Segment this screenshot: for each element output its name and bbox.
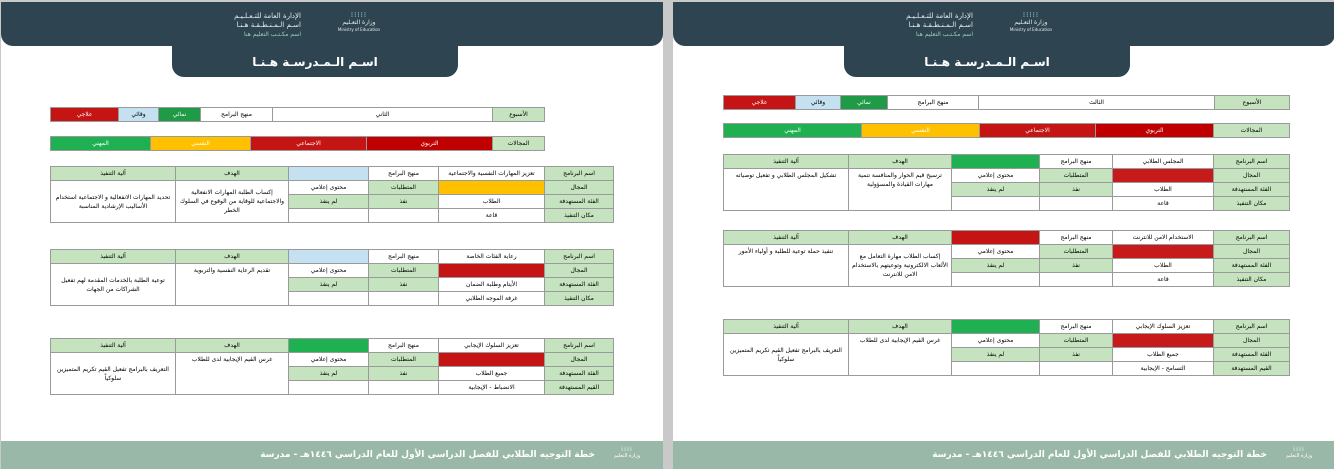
approach-wiqai: وقائي — [119, 108, 159, 122]
page-header — [1, 2, 663, 46]
plan-page-week-3 — [673, 2, 1334, 469]
footer-text: خطة التوجيه الطلابي للفصل الدراسي الأول للعام الدراسي ١٤٤٦هـ - مدرسة — [260, 450, 595, 460]
week-table: الأسبوع الثالث منهج البرامج نمائي وقائي علاجي — [723, 95, 1290, 110]
page-footer — [1, 441, 663, 469]
header-admin-text: الإدارة العامة للتـعـلـيـم اسـم الـمـنـطـقـة هـنـا اسم مكـتـب التعليم هنا — [234, 12, 301, 38]
header-admin-text: الإدارة العامة للتـعـلـيـم اسـم الـمـنـطـقـة هـنـا اسم مكـتـب التعليم هنا — [906, 12, 973, 38]
week-value: الثاني — [273, 108, 493, 122]
ministry-logo: ⁞⁞⁞⁞⁞ وزارة التعـليم Ministry of Education — [337, 11, 381, 32]
school-title: اسـم الـمـدرسـة هـنـا — [844, 46, 1130, 77]
program-table-3: اسم البرنامج تعزيز السلوك الإيجابي منهج البرامج الهدف آلية التنفيذ المجال المتطلبات محتوى إعلامي غرس القيم الإيجابية لدى للطلاب التعريف بالبرامج تفعيل القيم تكريم المتميزين سلوكياً الفئة المستهدفة جميع الطلاب نفذ لم ينفذ القيم المستهدفة الانضباط - الإيجابية — [50, 338, 614, 395]
domain-mihani: المهني — [51, 137, 151, 151]
footer-logo-icon: ⁞⁞⁞⁞ — [1293, 446, 1305, 453]
program-table-1: اسم البرنامج تعزيز المهارات النفسية والاجتماعية منهج البرامج الهدف آلية التنفيذ المجال المتطلبات محتوى إعلامي إكساب الطلبة المهارات الانفعالية والاجتماعية للوقاية من الوقوع في السلوك الخطر تحديد المهارات الانفعالية و الاجتماعية استخدام الأساليب الإرشادية المناسبة الفئة المستهدفة الطلاب نفذ لم ينفذ مكان التنفيذ قاعة — [50, 166, 614, 223]
approach-wiqai: وقائي — [796, 96, 841, 110]
logo-icon: ⁞⁞⁞⁞⁞ — [1022, 11, 1040, 19]
approach-nama: نمائي — [159, 108, 201, 122]
domain-tarbawi: التربوي — [1096, 124, 1214, 138]
domain-tarbawi: التربوي — [367, 137, 493, 151]
domain-mihani: المهني — [724, 124, 862, 138]
domain-ijtimai: الاجتماعي — [251, 137, 367, 151]
week-value: الثالث — [979, 96, 1215, 110]
approach-nama: نمائي — [841, 96, 888, 110]
domain-nafsi: النفسي — [862, 124, 980, 138]
domain-nafsi: النفسي — [151, 137, 251, 151]
approach-ilaji: علاجي — [724, 96, 796, 110]
domains-table: المجالات التربوي الاجتماعي النفسي المهني — [50, 136, 545, 151]
approach-ilaji: علاجي — [51, 108, 119, 122]
program-table-2: اسم البرنامج الاستخدام الامن للانترنت منهج البرامج الهدف آلية التنفيذ المجال المتطلبات محتوى إعلامي إكساب الطلاب مهارة التعامل مع الألعاب الالكترونية وتوعيتهم بالاستخدام الامن للانترنت تنفيذ حملة توعية للطلبة و أولياء الأمور الفئة المستهدفة الطلاب نفذ لم ينفذ مكان التنفيذ قاعة — [723, 230, 1290, 287]
program-table-1: اسم البرنامج المجلس الطلابي منهج البرامج الهدف آلية التنفيذ المجال المتطلبات محتوى إعلامي ترسيخ قيم الحوار والمنافسة تنمية مهارات القيادة والمسؤولية تشكيل المجلس الطلابي و تفعيل توصياته الفئة المستهدفة الطلاب نفذ لم ينفذ مكان التنفيذ قاعة — [723, 154, 1290, 211]
ministry-logo: ⁞⁞⁞⁞⁞ وزارة التعـليم Ministry of Education — [1009, 11, 1053, 32]
footer-logo-icon: ⁞⁞⁞⁞ — [621, 446, 633, 453]
footer-logo: ⁞⁞⁞⁞ وزارة التعليم — [605, 446, 649, 460]
page-footer — [673, 441, 1334, 469]
program-table-2: اسم البرنامج رعاية الفئات الخاصة منهج البرامج الهدف آلية التنفيذ المجال المتطلبات محتوى إعلامي تقديم الرعاية النفسية والتربوية توعية الطلبة بالخدمات المقدمة لهم تفعيل الشراكات من الجهات الفئة المستهدفة الأيتام وطلبة الضمان نفذ لم ينفذ مكان التنفيذ غرفة الموجه الطلابي — [50, 249, 614, 306]
domains-table: المجالات التربوي الاجتماعي النفسي المهني — [723, 123, 1290, 138]
program-table-3: اسم البرنامج تعزيز السلوك الإيجابي منهج البرامج الهدف آلية التنفيذ المجال المتطلبات محتوى إعلامي غرس القيم الإيجابية لدى للطلاب التعريف بالبرامج تفعيل القيم تكريم المتميزين سلوكياً الفئة المستهدفة جميع الطلاب نفذ لم ينفذ القيم المستهدفة التسامح - الإيجابية — [723, 319, 1290, 376]
logo-icon: ⁞⁞⁞⁞⁞ — [350, 11, 368, 19]
page-header — [673, 2, 1334, 46]
school-title: اسـم الـمـدرسـة هـنـا — [172, 46, 458, 77]
week-table: الأسبوع الثاني منهج البرامج نمائي وقائي علاجي — [50, 107, 545, 122]
domain-ijtimai: الاجتماعي — [980, 124, 1096, 138]
footer-logo: ⁞⁞⁞⁞ وزارة التعليم — [1277, 446, 1321, 460]
plan-page-week-2 — [1, 2, 663, 469]
footer-text: خطة التوجيه الطلابي للفصل الدراسي الأول للعام الدراسي ١٤٤٦هـ - مدرسة — [932, 450, 1267, 460]
